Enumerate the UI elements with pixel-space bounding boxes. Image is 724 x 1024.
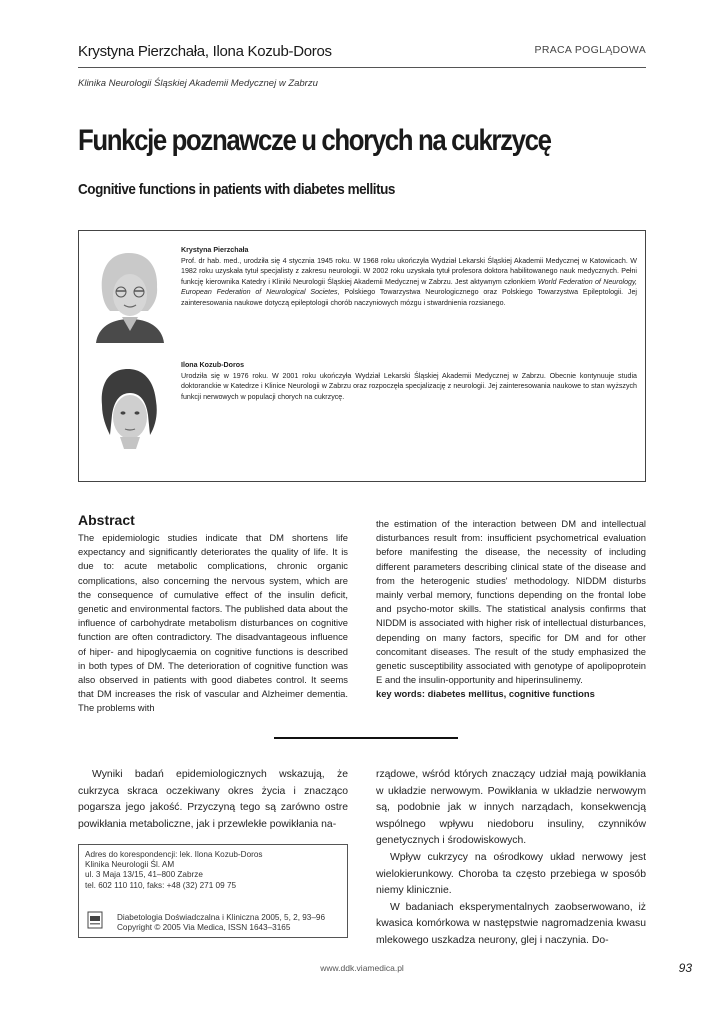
bio-kozub-doros — [181, 360, 637, 402]
bio-text-cont: , Polskiego Towarzystwa Neurologicznego oraz Polskiego Towarzystwa Epileptologii. Jej zainteresowania naukowe dotyczą epileptologii chorób naczyniowych mózgu i stwardnienia rozsianego. — [181, 288, 638, 307]
abstract-column-left: The epidemiologic studies indicate that DM shortens life expectancy and significantly deteriorates the quality of life. It is due to: acute metabolic complications, chronic organic complications, also concerning the nervous system, which are the consequence of cumulative effect of the insulin deficit, genetic and environmental factors. The published data about the influence of carbohydrate metabolism disturbances on cognitive function are often contradictory. The disadvantageous influence of hiper- and hipoglycaemia on cognitive functions is described in both types of DM. The deterioration of cognitive function was also observed in patients with good diabetes control. It seems that DM increases the risk of vascular and Alzheimer dementia. The problems with — [78, 532, 348, 714]
bio-text: Prof. dr hab. med., urodziła się 4 stycznia 1945 roku. W 1968 roku ukończyła Wydział Lekarski Śląskiej Akademii Medycznej w Katowicach. W 1982 roku uzyskała tytuł specjalisty z zakresu neurologii. W 2002 roku uzyskała tytuł profesora doktora habilitowanego nauk medycznych. Pełni funkcję kierownika Katedry i Kliniki Neurologii Śląskiej Akademii Medycznej w Zabrzu. Jest aktywnym członkiem — [181, 256, 637, 286]
footer-url[interactable]: www.ddk.viamedica.pl — [320, 963, 404, 973]
journal-citation: Diabetologia Doświadczalna i Kliniczna 2005, 5, 2, 93–96 — [117, 913, 326, 922]
body-paragraph: Wpływ cukrzycy na ośrodkowy układ nerwowy jest wielokierunkowy. Choroba ta często przebiega w sposób niemy klinicznie. — [376, 851, 646, 897]
bio-societies: World Federation of Neurology, European Federation of Neurological Societes — [181, 277, 637, 297]
running-header-authors: Krystyna Pierzchała, Ilona Kozub-Doros — [78, 43, 332, 60]
abstract-text: the estimation of the interaction between DM and intellectual disturbances result from: insufficient psychometrical evaluation before manifesting the disease, the necessity of including different parameters describing clinical state of the disease and from the heterogenic studies' methodology. NIDDM disturbs mainly verbal memory, functions depending on the frontal lobe and psycho-motor skills. The statistical analysis confirms that NIDDM is associated with higher risk of intellectual disturbances, depending on many factors, specific for DM and for other concomitant diseases. The result of the study emphasized the genetic susceptibility associated with genotype of apolipoprotein E and the insulin-opportunity and hiperinsulinemy. — [376, 518, 646, 686]
page-number: 93 — [678, 961, 692, 975]
correspondence-line: Klinika Neurologii Śl. AM — [85, 860, 175, 870]
journal-logo-icon — [87, 911, 103, 929]
correspondence-line: tel. 602 110 110, faks: +48 (32) 271 09 75 — [85, 880, 237, 890]
body-paragraph: Wyniki badań epidemiologicznych wskazują, że cukrzyca skraca oczekiwany okres życia i znacząco pogarsza jego jakość. Przyczyną tego są zarówno ostre powikłania metaboliczne, jak i przewlekłe powikłania na- — [78, 769, 348, 830]
body-paragraph: rządowe, wśród których znaczący udział mają powikłania w układzie nerwowym. Powikłania w układzie nerwowym są, podobnie jak w innych narządach, konsekwencją wspólnego wpływu niedoboru insuliny, czynników genetycznych i środowiskowych. — [376, 769, 646, 847]
copyright: Copyright © 2005 Via Medica, ISSN 1643–3165 — [117, 923, 291, 932]
author-photo-kozub-doros — [88, 365, 170, 461]
abstract-column-right — [376, 517, 646, 702]
article-title: Funkcje poznawcze u chorych na cukrzycę — [78, 124, 551, 157]
bio-pierzchala — [181, 245, 637, 309]
body-paragraph: W badaniach eksperymentalnych zaobserwowano, iż kwasica komórkowa w następstwie nagromadzenia kwasu mlekowego uszkadza neurony, glej i naczynia. Do- — [376, 901, 646, 946]
section-divider — [274, 737, 458, 739]
affiliation: Klinika Neurologii Śląskiej Akademii Medycznej w Zabrzu — [78, 78, 318, 89]
bio-name: Krystyna Pierzchała — [181, 246, 249, 254]
article-subtitle: Cognitive functions in patients with diabetes mellitus — [78, 181, 395, 198]
header-divider — [78, 67, 646, 68]
abstract-heading: Abstract — [78, 512, 135, 528]
keywords: key words: diabetes mellitus, cognitive functions — [376, 688, 595, 700]
correspondence-box — [78, 844, 348, 938]
article-type-label: PRACA POGLĄDOWA — [534, 44, 646, 56]
bio-text: Urodziła się w 1976 roku. W 2001 roku ukończyła Wydział Lekarski Śląskiej Akademii Medycznej w Zabrzu. Obecnie kontynuuje studia doktoranckie w Katedrze i Klinice Neurologii w Zabrzu oraz rozpoczęła specjalizację z neurologii. Jej zainteresowania naukowe to stan wyższych funkcji nerwowych w populacji chorych na cukrzycę. — [181, 371, 637, 401]
correspondence-line: Adres do korespondencji: lek. Ilona Kozub-Doros — [85, 850, 263, 859]
author-bios-box — [78, 230, 646, 482]
correspondence-line: ul. 3 Maja 13/15, 41–800 Zabrze — [85, 870, 203, 880]
bio-name: Ilona Kozub-Doros — [181, 361, 245, 369]
body-column-left — [78, 767, 348, 833]
author-photo-pierzchala — [88, 247, 170, 343]
body-column-right — [376, 767, 646, 950]
